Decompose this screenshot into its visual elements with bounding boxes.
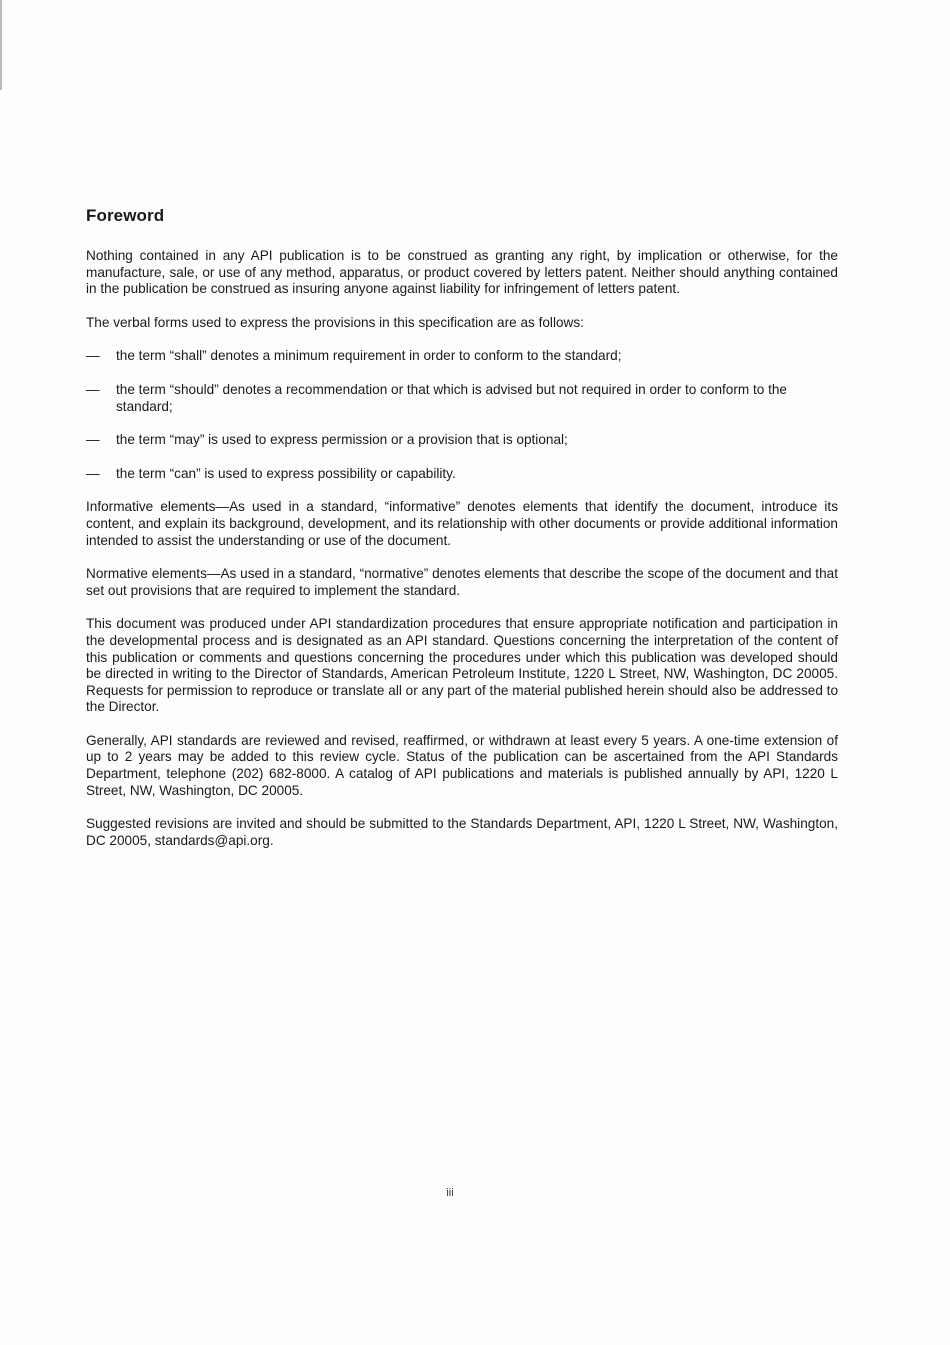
standardization-paragraph: This document was produced under API standardization procedures that ensure appropriate notification and participation in the developmental process and is designated as an API standard. Questions concerning the interpretation of the content of this publication or comments and questions concerning the procedures under which this publication was developed should be directed in writing to the Director of Standards, American Petroleum Institute, 1220 L Street, NW, Washington, DC 20005. Requests for permission to reproduce or translate all or any part of the material published herein should also be addressed to the Director.: [86, 616, 838, 715]
patent-paragraph: Nothing contained in any API publication is to be construed as granting any right, by implication or otherwise, for the manufacture, sale, or use of any method, apparatus, or product covered by letters patent. Neither should anything contained in the publication be construed as insuring anyone against liability for infringement of letters patent.: [86, 248, 838, 297]
verbal-forms-list: [86, 348, 838, 482]
list-item-text: the term “can” is used to express possibility or capability.: [116, 465, 456, 481]
informative-paragraph: Informative elements—As used in a standard, “informative” denotes elements that identify the document, introduce its content, and explain its background, development, and its relationship with other documents or provide additional information intended to assist the understanding or use of the document.: [86, 499, 838, 548]
list-item: [86, 466, 838, 483]
dash-bullet: —: [86, 348, 100, 364]
page-title: Foreword: [86, 206, 165, 225]
foreword-section: [86, 206, 838, 866]
list-item: [86, 432, 838, 449]
list-item-text: the term “shall” denotes a minimum requirement in order to conform to the standard;: [116, 348, 622, 364]
review-paragraph: Generally, API standards are reviewed and revised, reaffirmed, or withdrawn at least every 5 years. A one-time extension of up to 2 years may be added to this review cycle. Status of the publication can be ascertained from the API Standards Department, telephone (202) 682-8000. A catalog of API publications and materials is published annually by API, 1220 L Street, NW, Washington, DC 20005.: [86, 732, 838, 798]
list-item-text: the term “should” denotes a recommendation or that which is advised but not required in order to conform to the standard;: [116, 381, 787, 414]
dash-bullet: —: [86, 465, 100, 481]
list-item: [86, 348, 838, 365]
dash-bullet: —: [86, 381, 100, 397]
dash-bullet: —: [86, 432, 100, 448]
page-number: iii: [446, 1187, 454, 1199]
scan-edge-mark: [0, 0, 2, 90]
list-item: [86, 382, 838, 415]
list-item-text: the term “may” is used to express permission or a provision that is optional;: [116, 432, 568, 448]
normative-paragraph: Normative elements—As used in a standard, “normative” denotes elements that describe the scope of the document and that set out provisions that are required to implement the standard.: [86, 566, 838, 598]
revisions-paragraph: Suggested revisions are invited and should be submitted to the Standards Department, API, 1220 L Street, NW, Washington, DC 20005, standards@api.org.: [86, 816, 838, 848]
verbal-forms-intro: The verbal forms used to express the provisions in this specification are as follows:: [86, 314, 584, 330]
